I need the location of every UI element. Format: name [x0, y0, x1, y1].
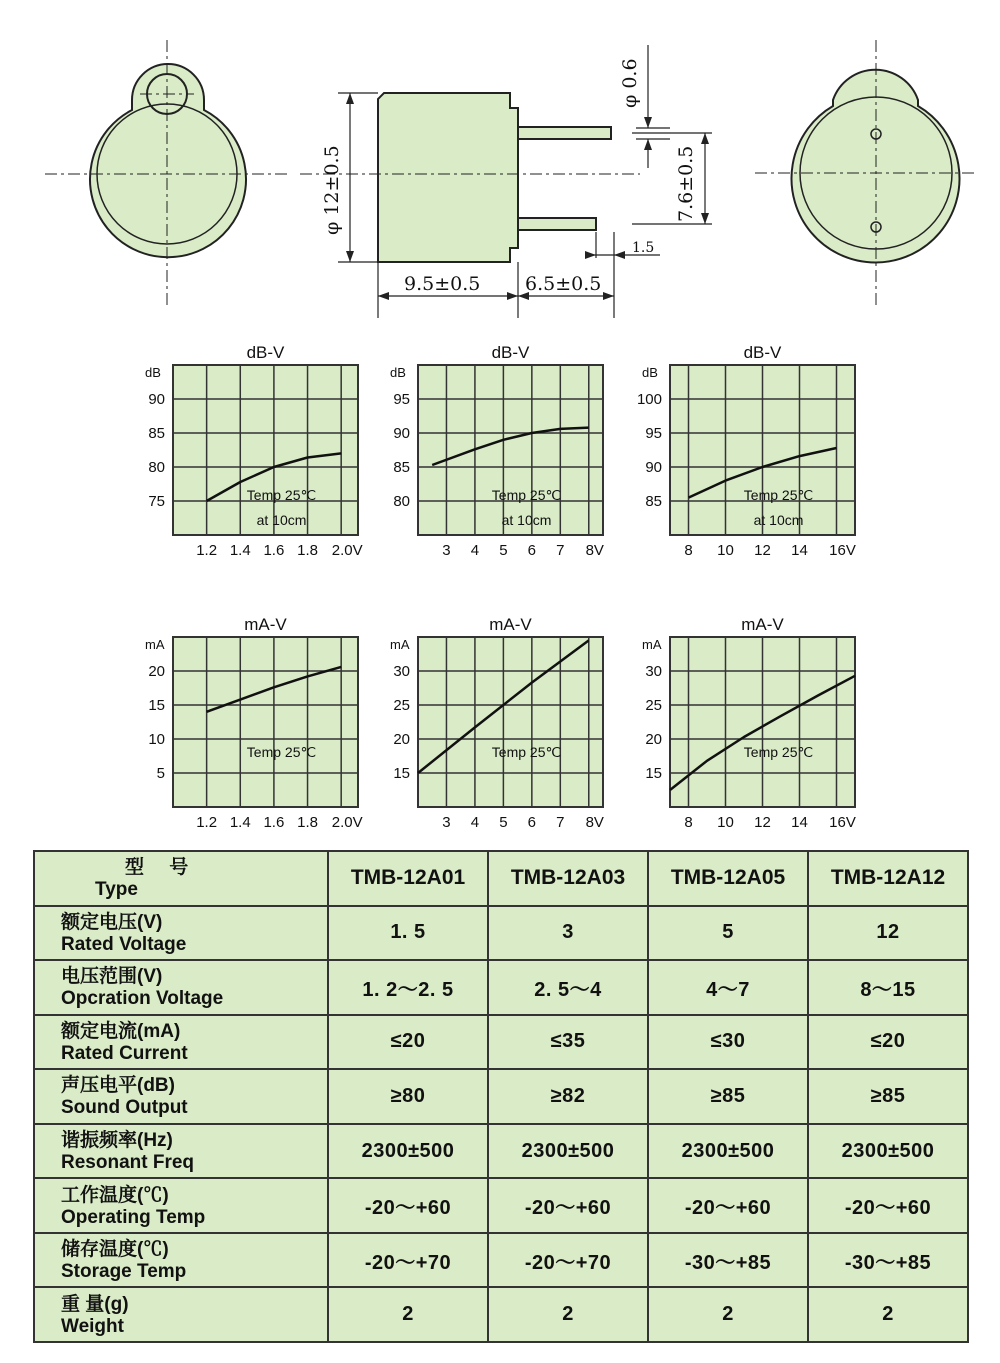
x-tick-label: 16V: [829, 814, 856, 831]
x-tick-label: 1.2: [196, 814, 218, 831]
model-header: TMB-12A12: [808, 851, 968, 906]
chart-annotation: Temp 25℃: [491, 487, 562, 503]
row-label: [34, 1287, 328, 1342]
row-label-en: Sound Output: [61, 1097, 188, 1119]
chart-db-v-3: [632, 340, 867, 565]
chart-annotation: at 10cm: [501, 512, 552, 528]
row-label-cn: 声压电平(dB): [61, 1075, 175, 1097]
x-tick-label: 1.4: [229, 814, 251, 831]
plot-area: [173, 637, 358, 807]
y-axis-label: dB: [145, 365, 161, 380]
y-tick-label: 10: [148, 731, 165, 748]
y-tick-label: 30: [645, 663, 662, 680]
chart-title: dB-V: [491, 343, 530, 362]
table-cell: ≤30: [648, 1015, 808, 1070]
chart-title: mA-V: [489, 615, 532, 634]
chart-ma-v-2: [380, 612, 615, 837]
table-cell: 2: [808, 1287, 968, 1342]
table-cell: 1. 5: [328, 906, 488, 961]
y-tick-label: 85: [148, 425, 165, 442]
y-tick-label: 20: [393, 731, 410, 748]
y-tick-label: 100: [636, 391, 662, 408]
x-tick-label: 7: [556, 814, 565, 831]
x-tick-label: 4: [470, 542, 480, 559]
chart-annotation: Temp 25℃: [491, 744, 562, 760]
x-tick-label: 14: [791, 814, 808, 831]
chart-annotation: Temp 25℃: [246, 744, 317, 760]
table-cell: -20～+60: [808, 1178, 968, 1233]
row-label-cn: 工作温度(℃): [61, 1184, 169, 1206]
y-tick-label: 25: [645, 697, 662, 714]
row-label-en: Rated Voltage: [61, 933, 187, 955]
y-tick-label: 30: [393, 663, 410, 680]
chart-annotation: Temp 25℃: [743, 487, 814, 503]
y-axis-label: mA: [642, 637, 662, 652]
table-row-storage-temp: [34, 1233, 968, 1288]
x-tick-label: 4: [470, 814, 480, 831]
row-label-cn: 重 量(g): [61, 1293, 129, 1315]
table-row-rated-voltage: [34, 906, 968, 961]
table-cell: 2. 5～4: [488, 960, 648, 1015]
plot-area: [173, 365, 358, 535]
x-tick-label: 6: [527, 814, 537, 831]
x-tick-label: 6: [527, 542, 537, 559]
row-label-en: Resonant Freq: [61, 1152, 195, 1173]
y-tick-label: 80: [393, 493, 410, 510]
table-row-operating-temp: [34, 1178, 968, 1233]
x-tick-label: 1.8: [297, 814, 318, 831]
row-label-cn: 额定电压(V): [61, 911, 163, 933]
table-cell: -30～+85: [648, 1233, 808, 1288]
y-tick-label: 15: [393, 765, 410, 782]
x-tick-label: 8: [684, 814, 693, 831]
chart-annotation: at 10cm: [256, 512, 307, 528]
x-tick-label: 12: [754, 542, 771, 559]
table-cell: ≤20: [808, 1015, 968, 1070]
row-label-en: Weight: [61, 1315, 124, 1337]
table-cell: ≤20: [328, 1015, 488, 1070]
y-tick-label: 80: [148, 459, 165, 476]
y-axis-label: mA: [390, 637, 410, 652]
table-cell: 2: [328, 1287, 488, 1342]
y-tick-label: 75: [148, 493, 165, 510]
y-tick-label: 95: [393, 391, 410, 408]
row-label-en: Storage Temp: [61, 1261, 187, 1283]
table-cell: -20～+60: [488, 1178, 648, 1233]
y-axis-label: dB: [642, 365, 658, 380]
row-label-en: Rated Current: [61, 1042, 188, 1064]
x-tick-label: 1.4: [229, 542, 251, 559]
chart-annotation: at 10cm: [753, 512, 804, 528]
model-header: TMB-12A01: [328, 851, 488, 906]
table-cell: ≥80: [328, 1069, 488, 1124]
table-cell: 5: [648, 906, 808, 961]
row-label: [34, 1124, 328, 1179]
type-header-cell: [34, 851, 328, 906]
row-label-en: Opcration Voltage: [61, 988, 224, 1010]
table-row-resonant-freq: [34, 1124, 968, 1179]
type-en: Type: [95, 879, 138, 901]
row-label: [34, 1015, 328, 1070]
pin-stub-dim-label: 1.5: [632, 240, 655, 256]
table-cell: 2300±500: [648, 1124, 808, 1179]
x-tick-label: 5: [499, 542, 508, 559]
mechanical-drawings: [0, 0, 1000, 330]
table-cell: -20～+60: [328, 1178, 488, 1233]
table-cell: ≥85: [808, 1069, 968, 1124]
x-tick-label: 10: [717, 814, 734, 831]
table-cell: ≥85: [648, 1069, 808, 1124]
table-cell: 2300±500: [808, 1124, 968, 1179]
table-cell: 8～15: [808, 960, 968, 1015]
table-cell: 12: [808, 906, 968, 961]
chart-db-v-2: [380, 340, 615, 565]
chart-title: mA-V: [244, 615, 287, 634]
x-tick-label: 1.6: [263, 814, 285, 831]
model-header: TMB-12A05: [648, 851, 808, 906]
spec-table: [33, 850, 969, 1343]
table-row-rated-current: [34, 1015, 968, 1070]
x-tick-label: 12: [754, 814, 771, 831]
y-tick-label: 20: [645, 731, 662, 748]
chart-annotation: Temp 25℃: [246, 487, 317, 503]
pin-length-dim-label: 6.5±0.5: [525, 273, 602, 295]
row-label-cn: 额定电流(mA): [61, 1020, 181, 1042]
y-tick-label: 90: [148, 391, 165, 408]
y-tick-label: 5: [156, 765, 165, 782]
table-header-row: [34, 851, 968, 906]
x-tick-label: 7: [556, 542, 565, 559]
table-cell: ≤35: [488, 1015, 648, 1070]
x-tick-label: 1.2: [196, 542, 218, 559]
table-cell: 2: [488, 1287, 648, 1342]
y-tick-label: 90: [393, 425, 410, 442]
pin-spacing-dim-label: 7.6±0.5: [675, 145, 697, 222]
y-axis-label: mA: [145, 637, 165, 652]
row-label-en: Operating Temp: [61, 1206, 206, 1228]
x-tick-label: 5: [499, 814, 508, 831]
diameter-dim-label: φ 12±0.5: [321, 145, 343, 235]
x-tick-label: 8: [684, 542, 693, 559]
chart-title: mA-V: [741, 615, 784, 634]
table-cell: 4～7: [648, 960, 808, 1015]
y-tick-label: 20: [148, 663, 165, 680]
x-tick-label: 16V: [829, 542, 856, 559]
table-cell: 2300±500: [328, 1124, 488, 1179]
table-cell: -20～+70: [488, 1233, 648, 1288]
rear-view-drawing: [755, 40, 975, 305]
table-cell: 1. 2～2. 5: [328, 960, 488, 1015]
front-view-drawing: [45, 40, 290, 305]
chart-title: dB-V: [743, 343, 782, 362]
row-label-cn: 谐振频率(Hz): [61, 1130, 173, 1151]
type-cn: 型 号: [125, 857, 199, 879]
table-cell: -20～+70: [328, 1233, 488, 1288]
table-row-weight: [34, 1287, 968, 1342]
row-label: [34, 1069, 328, 1124]
table-cell: -30～+85: [808, 1233, 968, 1288]
chart-ma-v-3: [632, 612, 867, 837]
x-tick-label: 3: [442, 542, 451, 559]
table-row-sound-output: [34, 1069, 968, 1124]
y-tick-label: 15: [645, 765, 662, 782]
model-header: TMB-12A03: [488, 851, 648, 906]
x-tick-label: 14: [791, 542, 808, 559]
table-cell: -20～+60: [648, 1178, 808, 1233]
y-tick-label: 15: [148, 697, 165, 714]
table-cell: 3: [488, 906, 648, 961]
row-label: [34, 960, 328, 1015]
row-label-cn: 电压范围(V): [61, 966, 163, 988]
pin-diameter-dim-label: φ 0.6: [619, 58, 641, 108]
x-tick-label: 10: [717, 542, 734, 559]
x-tick-label: 1.6: [263, 542, 285, 559]
y-tick-label: 85: [393, 459, 410, 476]
x-tick-label: 8V: [585, 542, 604, 559]
body-height-dim-label: 9.5±0.5: [404, 273, 481, 295]
row-label: [34, 906, 328, 961]
x-tick-label: 2.0V: [331, 814, 363, 831]
chart-ma-v-1: [135, 612, 370, 837]
y-tick-label: 25: [393, 697, 410, 714]
table-cell: 2300±500: [488, 1124, 648, 1179]
table-cell: ≥82: [488, 1069, 648, 1124]
chart-title: dB-V: [246, 343, 285, 362]
x-tick-label: 1.8: [297, 542, 318, 559]
row-label: [34, 1233, 328, 1288]
x-tick-label: 2.0V: [331, 542, 363, 559]
table-row-operation-voltage: [34, 960, 968, 1015]
table-cell: 2: [648, 1287, 808, 1342]
x-tick-label: 3: [442, 814, 451, 831]
y-tick-label: 90: [645, 459, 662, 476]
y-axis-label: dB: [390, 365, 406, 380]
x-tick-label: 8V: [585, 814, 604, 831]
side-view-drawing: [300, 45, 712, 318]
y-tick-label: 85: [645, 493, 662, 510]
chart-annotation: Temp 25℃: [743, 744, 814, 760]
row-label-cn: 储存温度(℃): [61, 1239, 169, 1261]
row-label: [34, 1178, 328, 1233]
chart-db-v-1: [135, 340, 370, 565]
y-tick-label: 95: [645, 425, 662, 442]
